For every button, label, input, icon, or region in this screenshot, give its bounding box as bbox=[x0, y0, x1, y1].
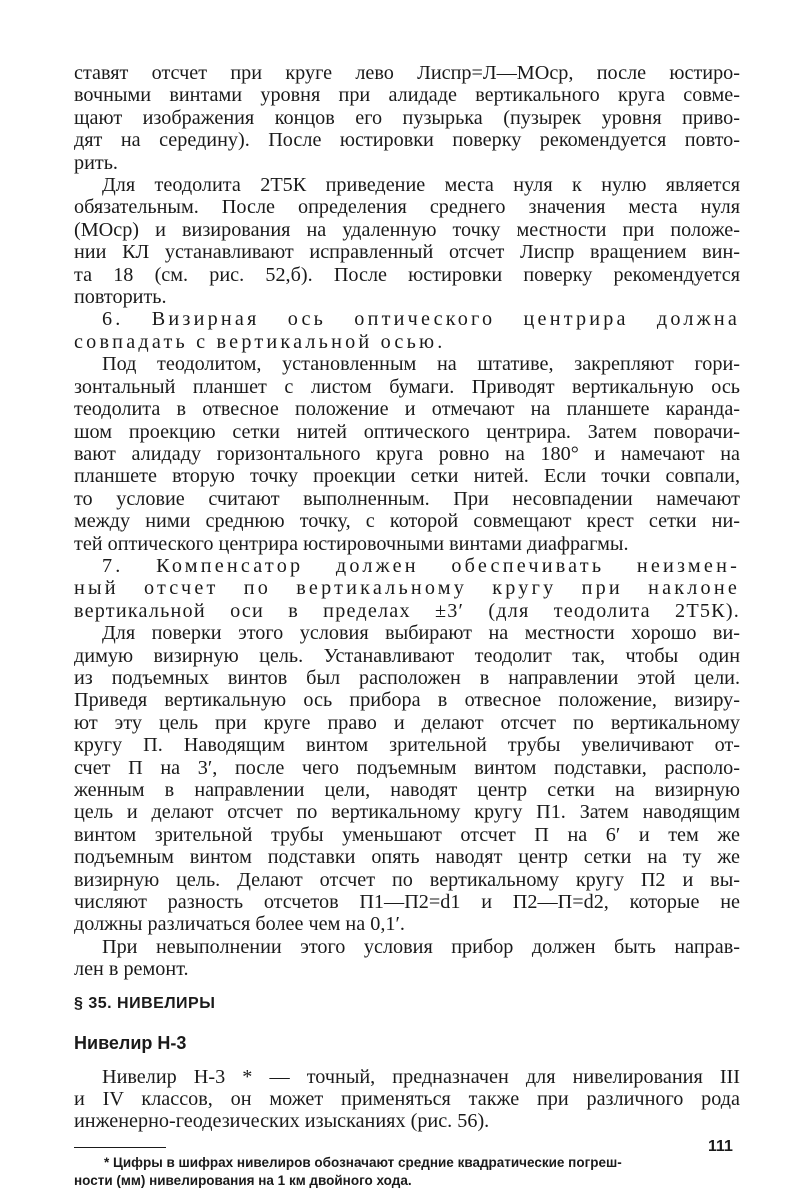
text-line: рить. bbox=[74, 151, 118, 174]
text-line: и IV классов, он может применяться также при различного рода bbox=[74, 1088, 740, 1111]
text-line: Под теодолитом, установленным на штативе, закрепляют гори- bbox=[102, 353, 740, 376]
text-line: между ними среднюю точку, с которой совмещают крест сетки ни- bbox=[74, 510, 740, 533]
text-line: ставят отсчет при круге лево Лиспр=Л—MOср, после юстиро- bbox=[74, 62, 740, 84]
text-line: женным в направлении цели, наводят центр сетки на визирную bbox=[74, 779, 740, 801]
footnote-rule bbox=[74, 1147, 166, 1148]
text-line: та 18 (см. рис. 52,б). После юстировки поверку рекомендуется bbox=[74, 263, 740, 286]
text-line: должны различаться более чем на 0,1′. bbox=[74, 913, 405, 936]
footnote bbox=[74, 1154, 740, 1190]
text-line: Нивелир Н-3 * — точный, предназначен для нивелирования III bbox=[102, 1065, 740, 1088]
text-line: инженерно-геодезических изысканиях (рис. 56). bbox=[74, 1110, 490, 1133]
text-line: (MOср) и визирования на удаленную точку местности при положе- bbox=[74, 218, 740, 241]
text-line: вочными винтами уровня при алидаде вертикального круга совме- bbox=[74, 84, 740, 107]
text-line: 7. Компенсатор должен обеспечивать неизмен- bbox=[102, 554, 740, 577]
text-line: нии КЛ устанавливают исправленный отсчет Лиспр вращением вин- bbox=[74, 241, 740, 264]
text-line: теодолита в отвесное положение и отмечают на планшете каранда- bbox=[74, 398, 740, 421]
text-line: визирную цель. Делают отсчет по вертикальному кругу П2 и вы- bbox=[74, 868, 740, 891]
section-heading: § 35. НИВЕЛИРЫ bbox=[74, 994, 216, 1012]
text-line: цель и делают отсчет по вертикальному кругу П1. Затем наводящим bbox=[74, 801, 740, 824]
text-line: зонтальный планшет с листом бумаги. Приводят вертикальную ось bbox=[74, 375, 740, 398]
text-line: совпадать с вертикальной осью. bbox=[74, 330, 446, 353]
paragraph-check-7-title bbox=[74, 555, 740, 622]
text-line: планшете вторую точку проекции сетки нитей. Если точки совпали, bbox=[74, 465, 740, 488]
text-line: 6. Визирная ось оптического центрира должна bbox=[102, 308, 740, 331]
text-line: лен в ремонт. bbox=[74, 958, 189, 981]
text-line: щают изображения концов его пузырька (пузырек уровня приво- bbox=[74, 106, 740, 129]
paragraph-check-6-body bbox=[74, 353, 740, 555]
text-line: При невыполнении этого условия прибор должен быть направ- bbox=[102, 935, 740, 958]
text-line: ют эту цель при круге право и делают отсчет по вертикальному bbox=[74, 711, 740, 734]
text-line: повторить. bbox=[74, 286, 167, 309]
text-line: то условие считают выполненным. При несовпадении намечают bbox=[74, 487, 740, 510]
text-line: счет П на 3′, после чего подъемным винтом подставки, располо- bbox=[74, 756, 740, 779]
text-line: Для поверки этого условия выбирают на местности хорошо ви- bbox=[102, 622, 740, 645]
text-line: из подъемных винтов был расположен в направлении этой цели. bbox=[74, 666, 740, 689]
paragraph-check-7-body bbox=[74, 622, 740, 936]
footnote-line: * Цифры в шифрах нивелиров обозначают средние квадратические погреш- bbox=[104, 1154, 622, 1170]
page-number: 111 bbox=[708, 1138, 733, 1155]
text-line: вертикальной оси в пределах ±3′ (для теодолита 2Т5К). bbox=[74, 599, 740, 622]
text-line: дят на середину). После юстировки поверку рекомендуется повто- bbox=[74, 129, 740, 152]
text-line: числяют разность отсчетов П1—П2=d1 и П2—П=d2, которые не bbox=[74, 891, 740, 914]
text-line: обязательным. После определения среднего значения места нуля bbox=[74, 196, 740, 219]
text-line: вают алидаду горизонтального круга ровно на 180° и намечают на bbox=[74, 442, 740, 465]
paragraph-repair bbox=[74, 936, 740, 981]
text-line: шом проекцию сетки нитей оптического центрира. Затем поворачи- bbox=[74, 420, 740, 443]
text-line: кругу П. Наводящим винтом зрительной трубы увеличивают от- bbox=[74, 734, 740, 757]
subsection-heading: Нивелир Н-3 bbox=[74, 1032, 187, 1053]
text-line: винтом зрительной трубы уменьшают отсчет П на 6′ и тем же bbox=[74, 823, 740, 846]
text-line: подъемным винтом подставки опять наводят центр сетки на ту же bbox=[74, 846, 740, 869]
paragraph-collimation-tail bbox=[74, 62, 740, 174]
text-line: Приведя вертикальную ось прибора в отвесное положение, визиру- bbox=[74, 689, 740, 712]
paragraph-2t5k-zero-place bbox=[74, 174, 740, 308]
text-line: Для теодолита 2Т5К приведение места нуля к нулю является bbox=[102, 174, 740, 197]
paragraph-check-6-title bbox=[74, 308, 740, 353]
text-line: ный отсчет по вертикальному кругу при наклоне bbox=[74, 577, 740, 600]
paragraph-level-n3 bbox=[74, 1066, 740, 1133]
footnote-line: ности (мм) нивелирования на 1 км двойного хода. bbox=[74, 1172, 412, 1188]
text-line: тей оптического центрира юстировочными винтами диафрагмы. bbox=[74, 532, 629, 555]
text-line: димую визирную цель. Устанавливают теодолит так, чтобы один bbox=[74, 644, 740, 667]
page-body bbox=[74, 62, 740, 1190]
